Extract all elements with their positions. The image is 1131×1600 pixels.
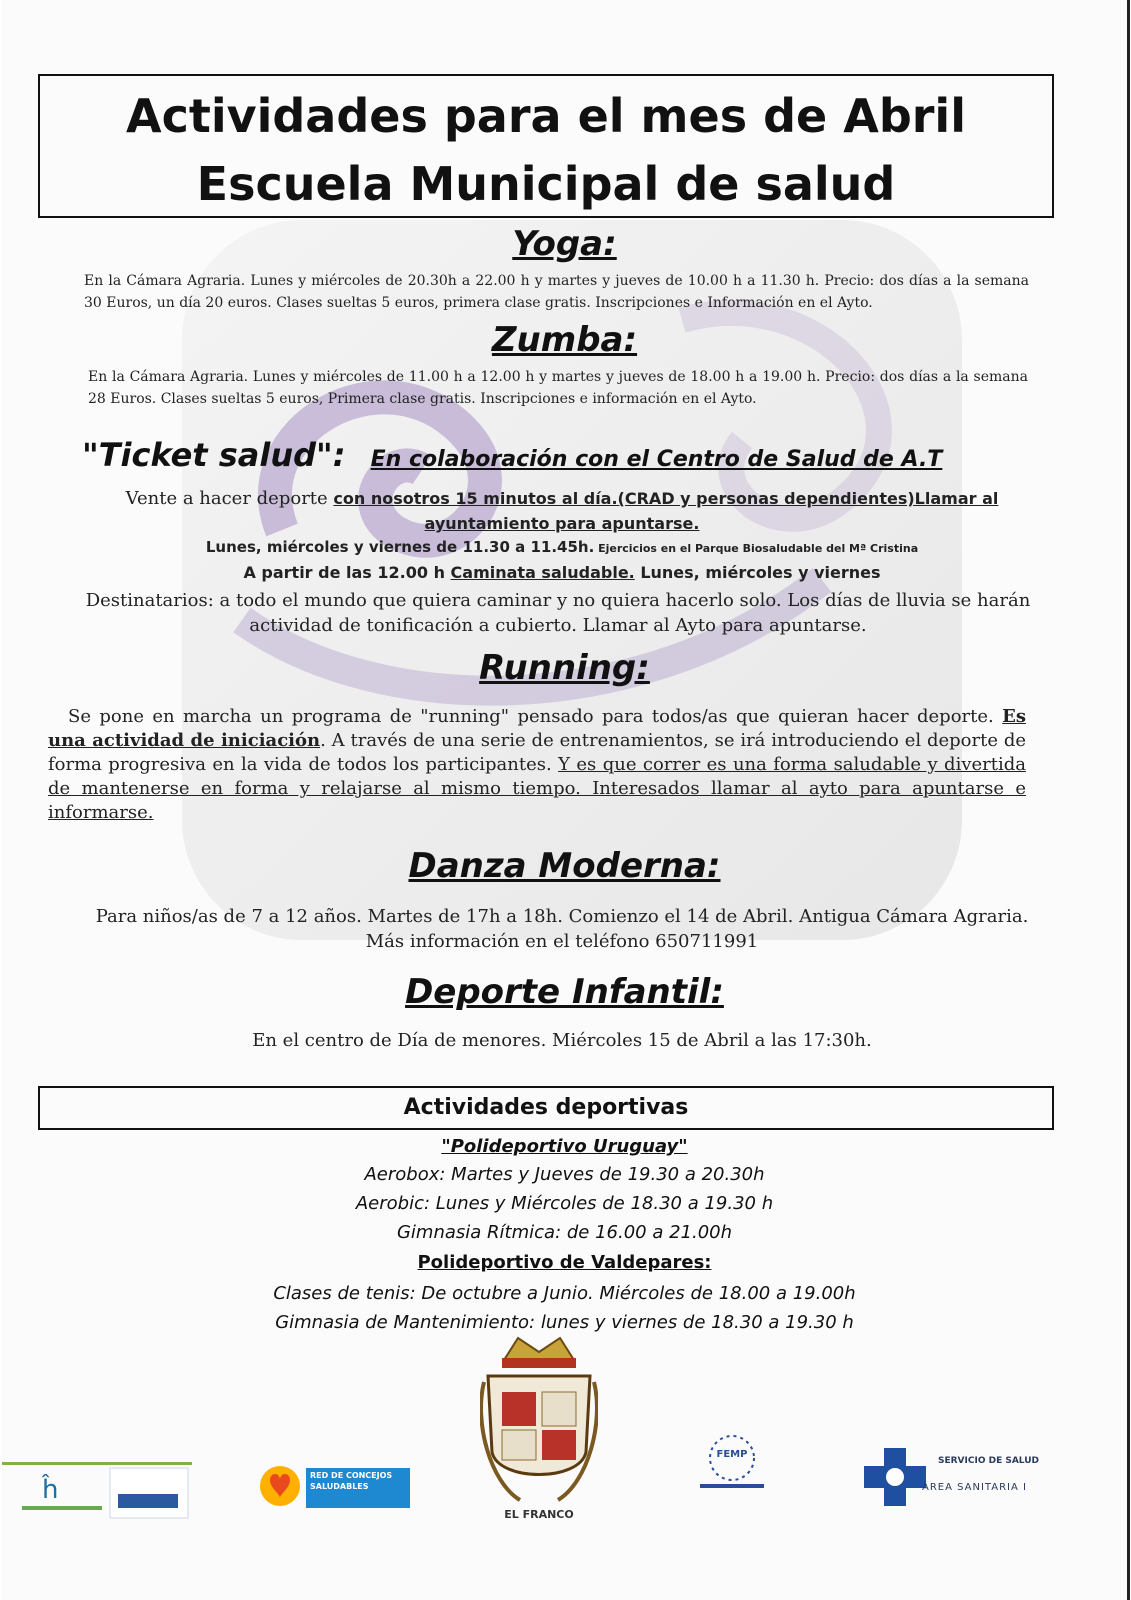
danza-line-2: Más información en el teléfono 650711991 (365, 931, 759, 952)
title-line-1: Actividades para el mes de Abril (126, 89, 966, 143)
red-concejos-logo: RED DE CONCEJOS SALUDABLES (254, 1462, 414, 1514)
ticket-subheading: En colaboración con el Centro de Salud de A.T (370, 447, 943, 472)
danza-heading: Danza Moderna: (408, 846, 721, 886)
asturias-logo (2, 1454, 192, 1524)
danza-line-1: Para niños/as de 7 a 12 años. Martes de 17h a 18h. Comienzo el 14 de Abril. Antigua Cámara Agraria. (95, 906, 1029, 927)
ticket-line-4: Destinatarios: a todo el mundo que quiera caminar y no quiera hacerlo solo. Los días de lluvia se harán actividad de tonificación a cubierto. Llamar al Ayto para apuntarse. (85, 590, 1031, 636)
ticket-line-3: A partir de las 12.00 h Caminata saludable. Lunes, miércoles y viernes (243, 563, 881, 582)
activity-item: Aerobox: Martes y Jueves de 19.30 a 20.30h (364, 1164, 765, 1185)
servicio-salud-logo: SERVICIO DE SALUD ÁREA SANITARIA I (862, 1446, 1072, 1508)
yoga-heading: Yoga: (512, 224, 617, 264)
infantil-line-1: En el centro de Día de menores. Miércoles 15 de Abril a las 17:30h. (252, 1030, 872, 1051)
coat-of-arms-logo: EL FRANCO (480, 1332, 598, 1524)
poster-sheet (2, 0, 1130, 1600)
activity-item: Aerobic: Lunes y Miércoles de 18.30 a 19.30 h (355, 1193, 774, 1214)
zumba-heading: Zumba: (491, 320, 638, 360)
activity-item: Gimnasia de Mantenimiento: lunes y viernes de 18.30 a 19.30 h (275, 1312, 854, 1333)
activity-item: Clases de tenis: De octubre a Junio. Miércoles de 18.00 a 19.00h (273, 1283, 856, 1304)
running-heading: Running: (479, 648, 650, 688)
ticket-line-1: Vente a hacer deporte con nosotros 15 minutos al día.(CRAD y personas dependientes)Llamar al ayuntamiento para apuntarse. (125, 488, 999, 533)
title-box (38, 74, 1054, 218)
running-text: Se pone en marcha un programa de "running" pensado para todos/as que quieran hacer deporte. Es una actividad de iniciación. A través de una serie de entrenamientos, se irá introduciendo el deporte de forma progresiva en la vida de todos los participantes. Y es que correr es una forma saludable y divertida de mantenerse en forma y relajarse al mismo tiempo. Interesados llamar al ayto para apuntarse e informarse. (48, 706, 1027, 823)
venue-valdepares: Polideportivo de Valdepares: (417, 1252, 712, 1273)
activity-item: Gimnasia Rítmica: de 16.00 a 21.00h (396, 1222, 733, 1243)
ticket-heading: "Ticket salud": (82, 436, 346, 474)
infantil-heading: Deporte Infantil: (405, 972, 724, 1012)
venue-uruguay: "Polideportivo Uruguay" (441, 1136, 688, 1157)
ticket-heading-row (82, 436, 1042, 474)
ticket-line-2: Lunes, miércoles y viernes de 11.30 a 11.45h. Ejercicios en el Parque Biosaludable del Mª Cristina (205, 538, 919, 556)
deportivas-box: Actividades deportivas (38, 1086, 1054, 1130)
zumba-text: En la Cámara Agraria. Lunes y miércoles de 11.00 h a 12.00 h y martes y jueves de 18.00 h a 19.00 h. Precio: dos días a la semana 28 Euros. Clases sueltas 5 euros, Primera clase gratis. Inscripciones e información en el Ayto. (88, 369, 1028, 407)
femp-logo: FEMP (692, 1430, 772, 1514)
svg-text:ĥ: ĥ (42, 1475, 59, 1505)
yoga-text: En la Cámara Agraria. Lunes y miércoles de 20.30h a 22.00 h y martes y jueves de 10.00 h a 11.30 h. Precio: dos días a la semana 30 Euros, un día 20 euros. Clases sueltas 5 euros, primera clase gratis. Inscripciones e Información en el Ayto. (84, 273, 1029, 311)
title-line-2: Escuela Municipal de salud (196, 157, 896, 211)
